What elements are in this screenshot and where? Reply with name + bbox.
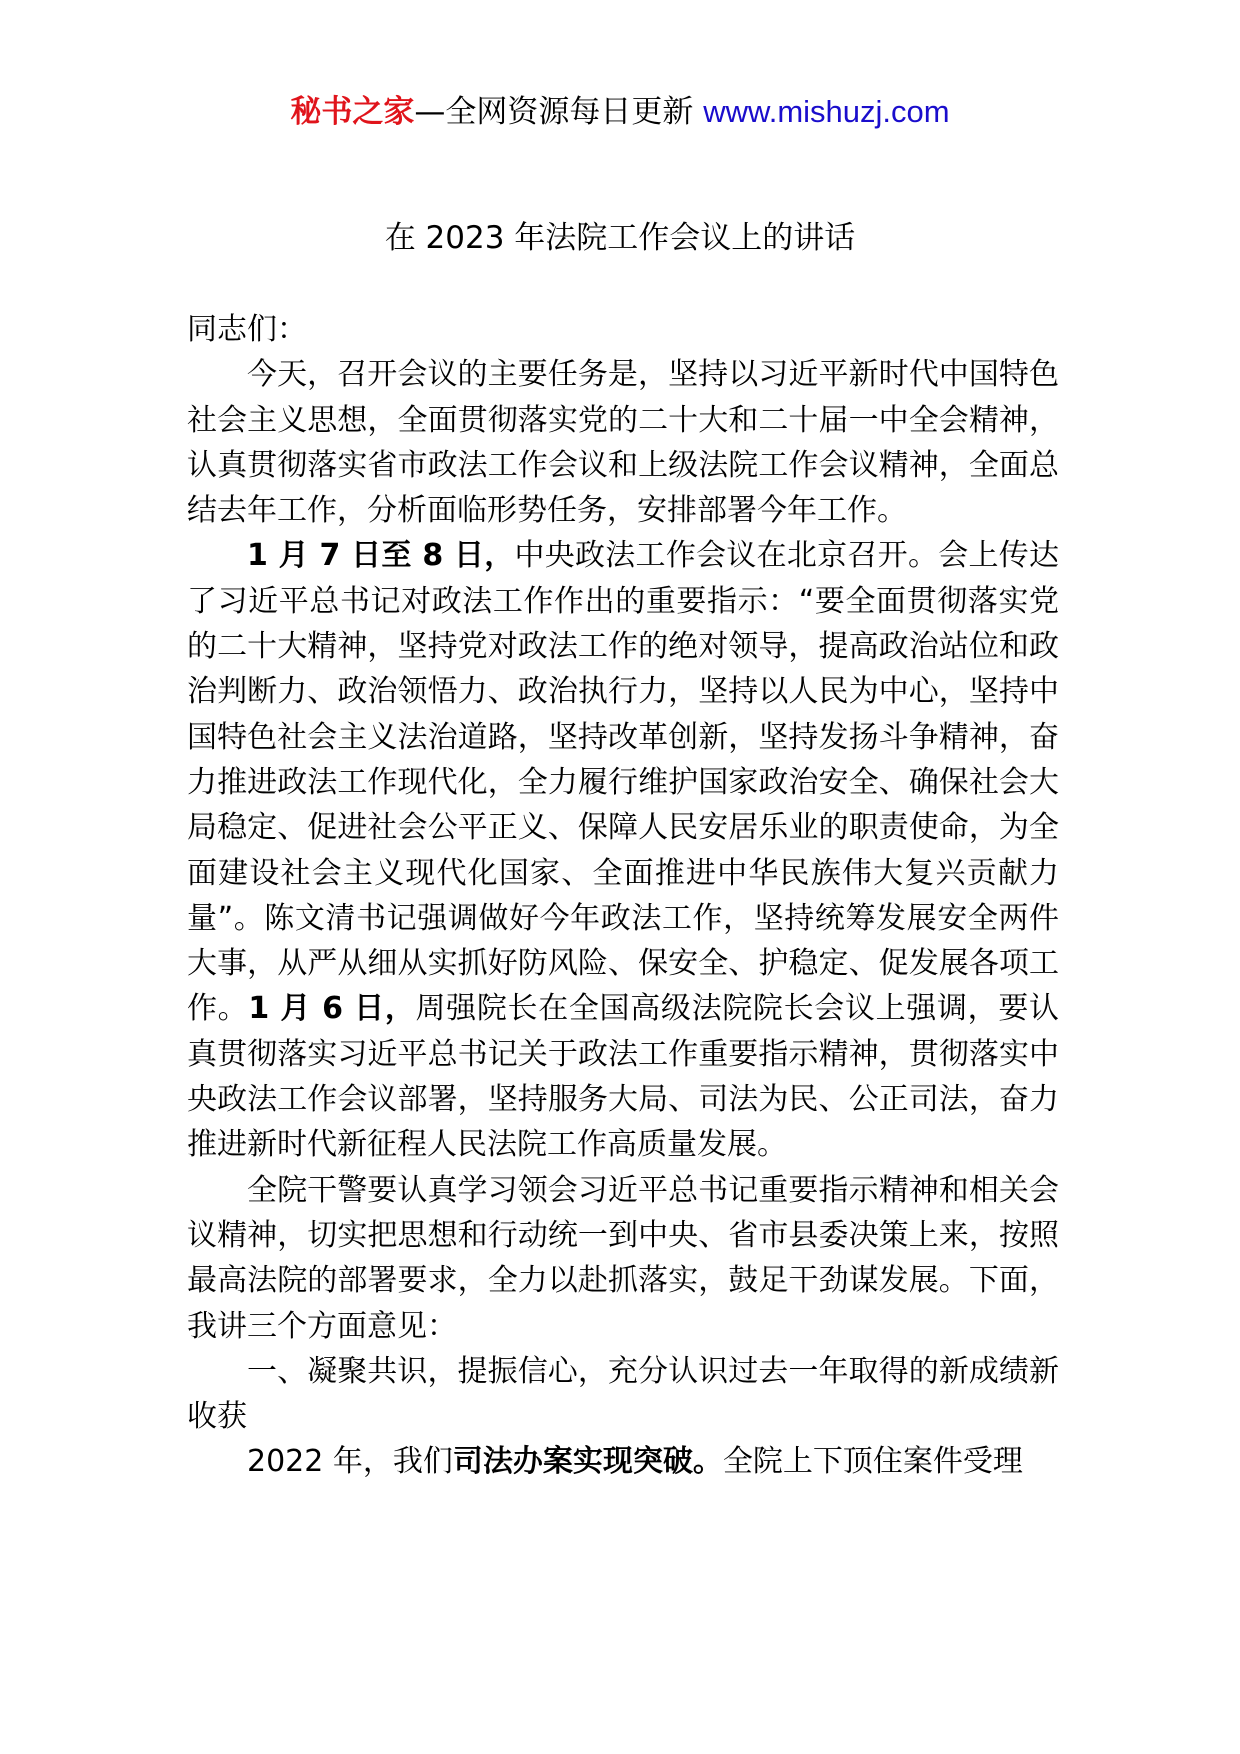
paragraph-intro: 今天，召开会议的主要任务是，坚持以习近平新时代中国特色社会主义思想，全面贯彻落实党的二十大和二十届一中全会精神，认真贯彻落实省市政法工作会议和上级法院工作会议精神，全面总结去年工作，分析面临形势任务，安排部署今年工作。 (187, 357, 1059, 529)
site-url-link[interactable]: www.mishuzj.com (703, 94, 950, 129)
paragraph-text: 中央政法工作会议在北京召开。会上传达了习近平总书记对政法工作作出的重要指示：“要全面贯彻落实党的二十大精神，坚持党对政法工作的绝对领导，提高政治站位和政治判断力、政治领悟力、政治执行力，坚持以人民为中心，坚持中国特色社会主义法治道路，坚持改革创新，坚持发扬斗争精神，奋力推进政法工作现代化，全力履行维护国家政治安全、确保社会大局稳定、促进社会公平正义、保障人民安居乐业的职责使命，为全面建设社会主义现代化国家、全面推进中华民族伟大复兴贡献力量”。陈文清书记强调做好今年政法工作，坚持统筹发展安全两件大事，从严从细从实抓好防风险、保安全、护稳定、促发展各项工作。 (187, 538, 1060, 1027)
brand-name: 秘书之家 (290, 94, 415, 130)
site-banner (0, 90, 1240, 134)
document-title: 在 2023 年法院工作会议上的讲话 (384, 220, 856, 256)
salutation: 同志们： (187, 312, 307, 347)
section-heading-1: 一、凝聚共识，提振信心，充分认识过去一年取得的新成绩新收获 (187, 1353, 1059, 1435)
banner-tagline: —全网资源每日更新 (414, 94, 704, 130)
date-highlight-jan6: 1 月 6 日， (248, 991, 416, 1027)
paragraph-text: 周强院长在全国高级法院院长会议上强调，要认真贯彻落实习近平总书记关于政法工作重要指示精神，贯彻落实中央政法工作会议部署，坚持服务大局、司法为民、公正司法，奋力推进新时代新征程人民法院工作高质量发展。 (187, 991, 1060, 1163)
date-highlight-jan7-8: 1 月 7 日至 8 日， (247, 538, 515, 574)
paragraph-text: 2022 年，我们 (247, 1444, 453, 1480)
paragraph-central-meeting (187, 533, 1059, 1167)
paragraph-text: 全院上下顶住案件受理 (722, 1444, 1023, 1480)
achievement-highlight: 司法办案实现突破。 (452, 1444, 723, 1480)
document-body (187, 307, 1059, 1485)
paragraph-study: 全院干警要认真学习领会习近平总书记重要指示精神和相关会议精神，切实把思想和行动统一到中央、省市县委决策上来，按照最高法院的部署要求，全力以赴抓落实，鼓足干劲谋发展。下面，我讲三个方面意见： (187, 1172, 1059, 1344)
paragraph-achievements (187, 1439, 1059, 1484)
